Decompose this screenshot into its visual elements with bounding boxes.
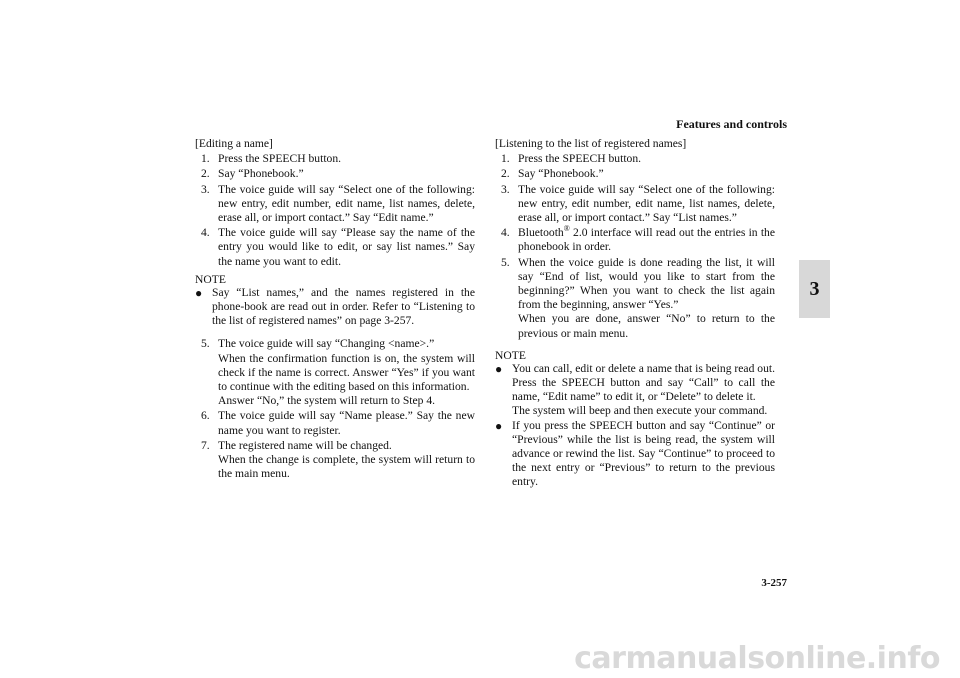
step-number: 4. <box>201 226 210 240</box>
step-number: 1. <box>501 152 510 166</box>
step-text: Say “Phonebook.” <box>218 167 304 181</box>
step-text: The voice guide will say “Please say the name of the entry you would like to edit, or say list names.” Say the name you want to edit. <box>218 226 475 268</box>
step-text: When you are done, answer “No” to return to the previous or main menu. <box>518 312 775 340</box>
step-text: The registered name will be changed. <box>218 438 392 452</box>
step-number: 4. <box>501 226 510 240</box>
registered-mark: ® <box>563 224 570 234</box>
bullet-icon: ● <box>495 361 503 376</box>
step-number: 3. <box>201 182 210 196</box>
page-number: 3-257 <box>761 577 787 589</box>
step-text: The voice guide will say “Changing <name>.” <box>218 337 435 351</box>
step-text: The voice guide will say “Select one of the following: new entry, edit number, edit name, list names, delete, erase all, or import contact.” Say “Edit name.” <box>218 182 475 225</box>
watermark-link[interactable]: carmanualsonline.info <box>574 641 940 676</box>
step-text: The voice guide will say “Name please.” Say the new name you want to register. <box>218 409 475 437</box>
list-item <box>495 183 775 226</box>
list-item <box>195 439 475 482</box>
step-text: Press the SPEECH button. <box>218 152 342 166</box>
step-text: When the voice guide is done reading the list, it will say “End of list, would you like to start from the beginning?” When you want to check the list again from the beginning, answer “Yes.” <box>518 255 775 312</box>
bluetooth-rest: 2.0 interface will read out the entries in the phonebook in order. <box>518 226 775 254</box>
list-item <box>195 409 475 437</box>
list-item <box>195 167 475 181</box>
left-column <box>195 137 475 481</box>
step-text: The voice guide will say “Select one of the following: new entry, edit number, edit name, list names, delete, erase all, or import contact.” Say “List names.” <box>518 182 775 225</box>
right-column <box>495 137 775 490</box>
step-number: 3. <box>501 182 510 196</box>
step-number: 2. <box>501 167 510 181</box>
step-text: Say “Phonebook.” <box>518 167 604 181</box>
list-item <box>495 167 775 181</box>
step-number: 7. <box>201 438 210 452</box>
step-number: 5. <box>501 255 510 269</box>
list-item <box>495 226 775 254</box>
note-text: If you press the SPEECH button and say “Continue” or “Previous” while the list is being read, the system will advance or rewind the list. Say “Continue” to proceed to the next entry or “Previous” to return to the previous entry. <box>512 418 775 489</box>
step-text: Press the SPEECH button. <box>518 152 642 166</box>
step-number: 1. <box>201 152 210 166</box>
note-label: NOTE <box>495 348 526 362</box>
note-text: The system will beep and then execute your command. <box>512 404 768 418</box>
step-text: Answer “No,” the system will return to Step 4. <box>218 394 436 408</box>
note-label: NOTE <box>195 272 226 286</box>
note-item <box>495 419 775 490</box>
step-text <box>518 226 775 254</box>
editing-name-heading: [Editing a name] <box>195 137 273 150</box>
chapter-tab: 3 <box>799 260 830 318</box>
note-text: You can call, edit or delete a name that is being read out. Press the SPEECH button and say “Call” to call the name, “Edit name” to edit it, or “Delete” to delete it. <box>512 361 775 404</box>
note-item <box>195 286 475 329</box>
list-item <box>495 256 775 341</box>
note-text: Say “List names,” and the names registered in the phone-book are read out in order. Refer to “Listening to the list of registered names” on page 3-257. <box>212 285 475 328</box>
list-item <box>195 226 475 269</box>
step-text: When the confirmation function is on, the system will check if the name is correct. Answer “Yes” if you want to continue with the editing based on this information. <box>218 351 475 394</box>
note-item <box>495 362 775 419</box>
list-item <box>195 183 475 226</box>
footer <box>0 628 960 678</box>
section-title: Features and controls <box>676 117 787 131</box>
bluetooth-word: Bluetooth <box>518 226 564 240</box>
bullet-icon: ● <box>495 418 503 433</box>
list-item <box>195 152 475 166</box>
list-item <box>195 337 475 408</box>
bullet-icon: ● <box>195 285 203 300</box>
list-item <box>495 152 775 166</box>
listening-heading: [Listening to the list of registered names] <box>495 137 687 150</box>
step-number: 6. <box>201 409 210 423</box>
step-number: 5. <box>201 337 210 351</box>
step-number: 2. <box>201 167 210 181</box>
step-text: When the change is complete, the system will return to the main menu. <box>218 453 475 481</box>
